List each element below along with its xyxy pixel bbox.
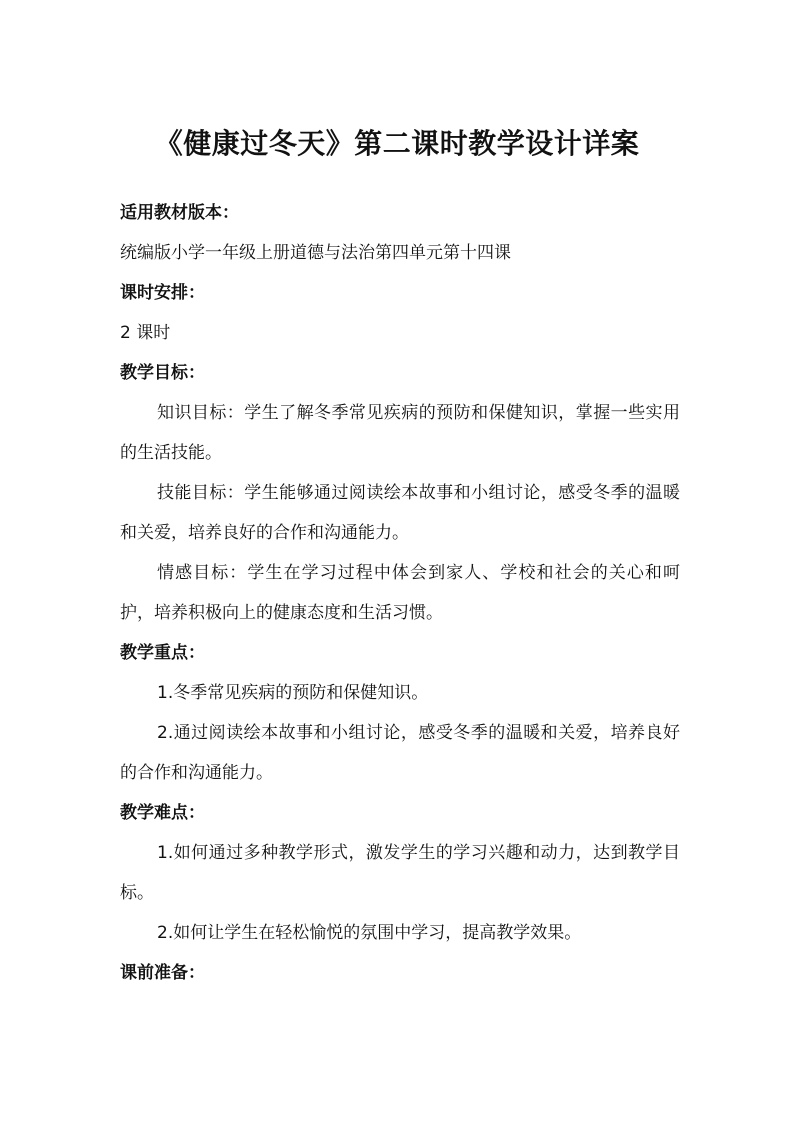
- difficult-point-1: 1.如何通过多种教学形式，激发学生的学习兴趣和动力，达到教学目标。: [120, 843, 680, 903]
- heading-class-hours: 课时安排：: [120, 283, 205, 303]
- heading-teaching-goals: 教学目标：: [120, 363, 205, 383]
- document-body: [120, 193, 680, 993]
- difficult-point-2: 2.如何让学生在轻松愉悦的氛围中学习，提高教学效果。: [157, 923, 582, 943]
- goal-emotion: 情感目标：学生在学习过程中体会到家人、学校和社会的关心和呵护，培养积极向上的健康态度和生活习惯。: [120, 563, 680, 623]
- heading-textbook-version: 适用教材版本：: [120, 203, 239, 223]
- goal-knowledge: 知识目标：学生了解冬季常见疾病的预防和保健知识，掌握一些实用的生活技能。: [120, 403, 680, 463]
- textbook-version-value: 统编版小学一年级上册道德与法治第四单元第十四课: [120, 243, 511, 263]
- goal-skill: 技能目标：学生能够通过阅读绘本故事和小组讨论，感受冬季的温暖和关爱，培养良好的合作和沟通能力。: [120, 483, 680, 543]
- document-title: 《健康过冬天》第二课时教学设计详案: [154, 127, 640, 160]
- heading-key-points: 教学重点：: [120, 643, 205, 663]
- key-point-2: 2.通过阅读绘本故事和小组讨论，感受冬季的温暖和关爱，培养良好的合作和沟通能力。: [120, 723, 680, 783]
- heading-difficult-points: 教学难点：: [120, 803, 205, 823]
- key-point-1: 1.冬季常见疾病的预防和保健知识。: [157, 683, 429, 703]
- heading-preparation: 课前准备：: [120, 963, 205, 983]
- class-hours-value: 2 课时: [120, 323, 171, 343]
